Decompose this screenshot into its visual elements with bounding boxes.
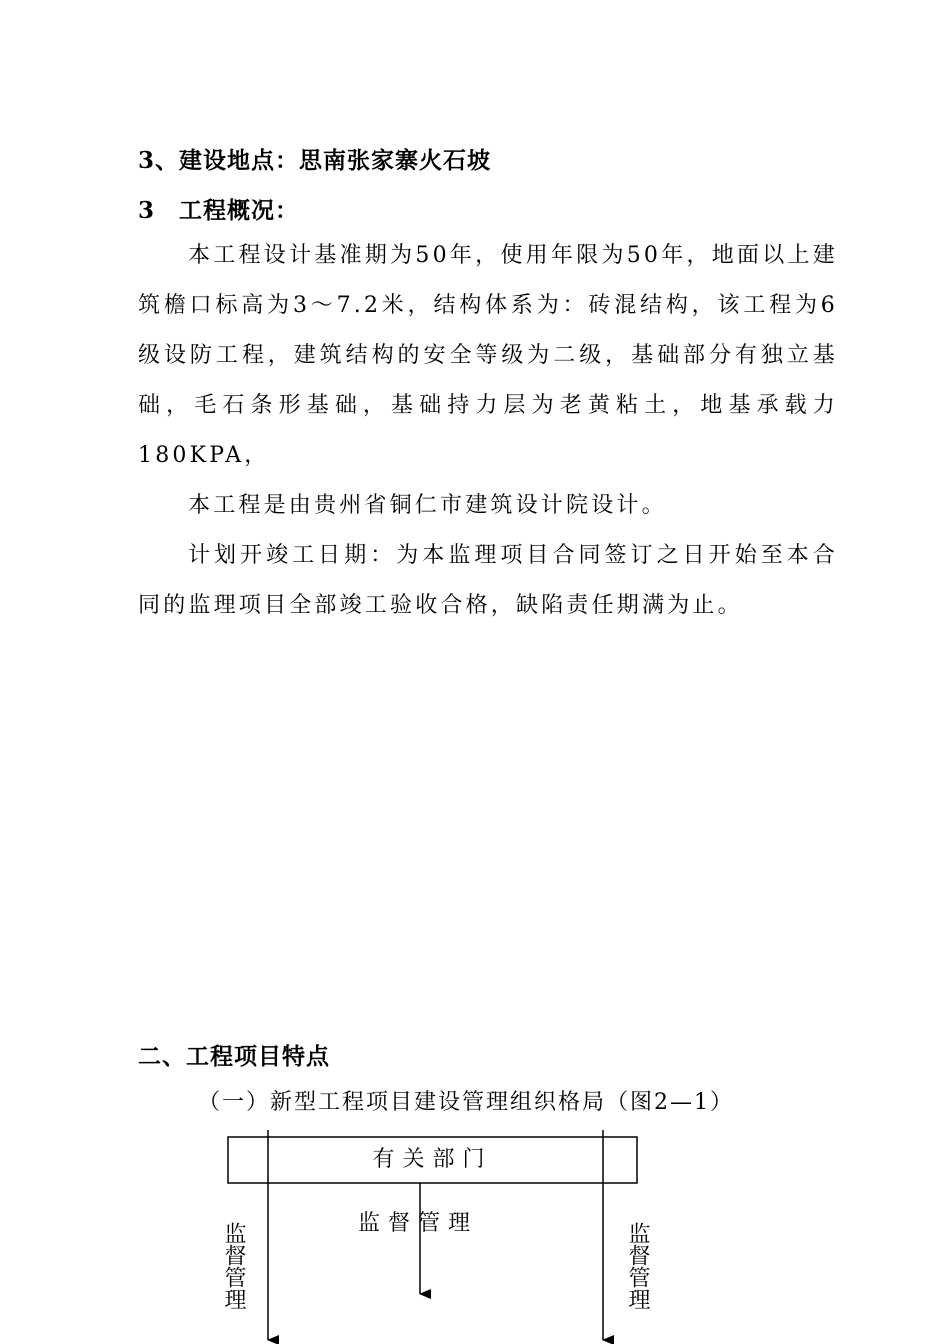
middle-supervision-label: 监督管理 xyxy=(358,1211,479,1236)
overview-paragraph-designer: 本工程是由贵州省铜仁市建筑设计院设计。 xyxy=(188,493,667,518)
related-departments-label: 有关部门 xyxy=(372,1147,493,1172)
features-heading: 二、工程项目特点 xyxy=(138,1043,330,1070)
right-supervision-label: 监督管理 xyxy=(625,1222,650,1310)
diagram-caption: （一）新型工程项目建设管理组织格局（图2—1） xyxy=(198,1090,734,1115)
overview-paragraph-schedule: 计划开竣工日期：为本监理项目合同签订之日开始至本合同的监理项目全部竣工验收合格，缺陷责任期满为止。 xyxy=(138,543,838,618)
left-supervision-label: 监督管理 xyxy=(221,1222,246,1310)
location-heading: 3、建设地点：思南张家寨火石坡 xyxy=(138,147,492,174)
overview-paragraph-design: 本工程设计基准期为50年，使用年限为50年，地面以上建筑檐口标高为3～7.2米，结构体系为：砖混结构，该工程为6级设防工程，建筑结构的安全等级为二级，基础部分有独立基础，毛石条形基础，基础持力层为老黄粘土，地基承载力180KPA， xyxy=(138,243,838,468)
overview-heading: 3 工程概况： xyxy=(138,197,300,224)
